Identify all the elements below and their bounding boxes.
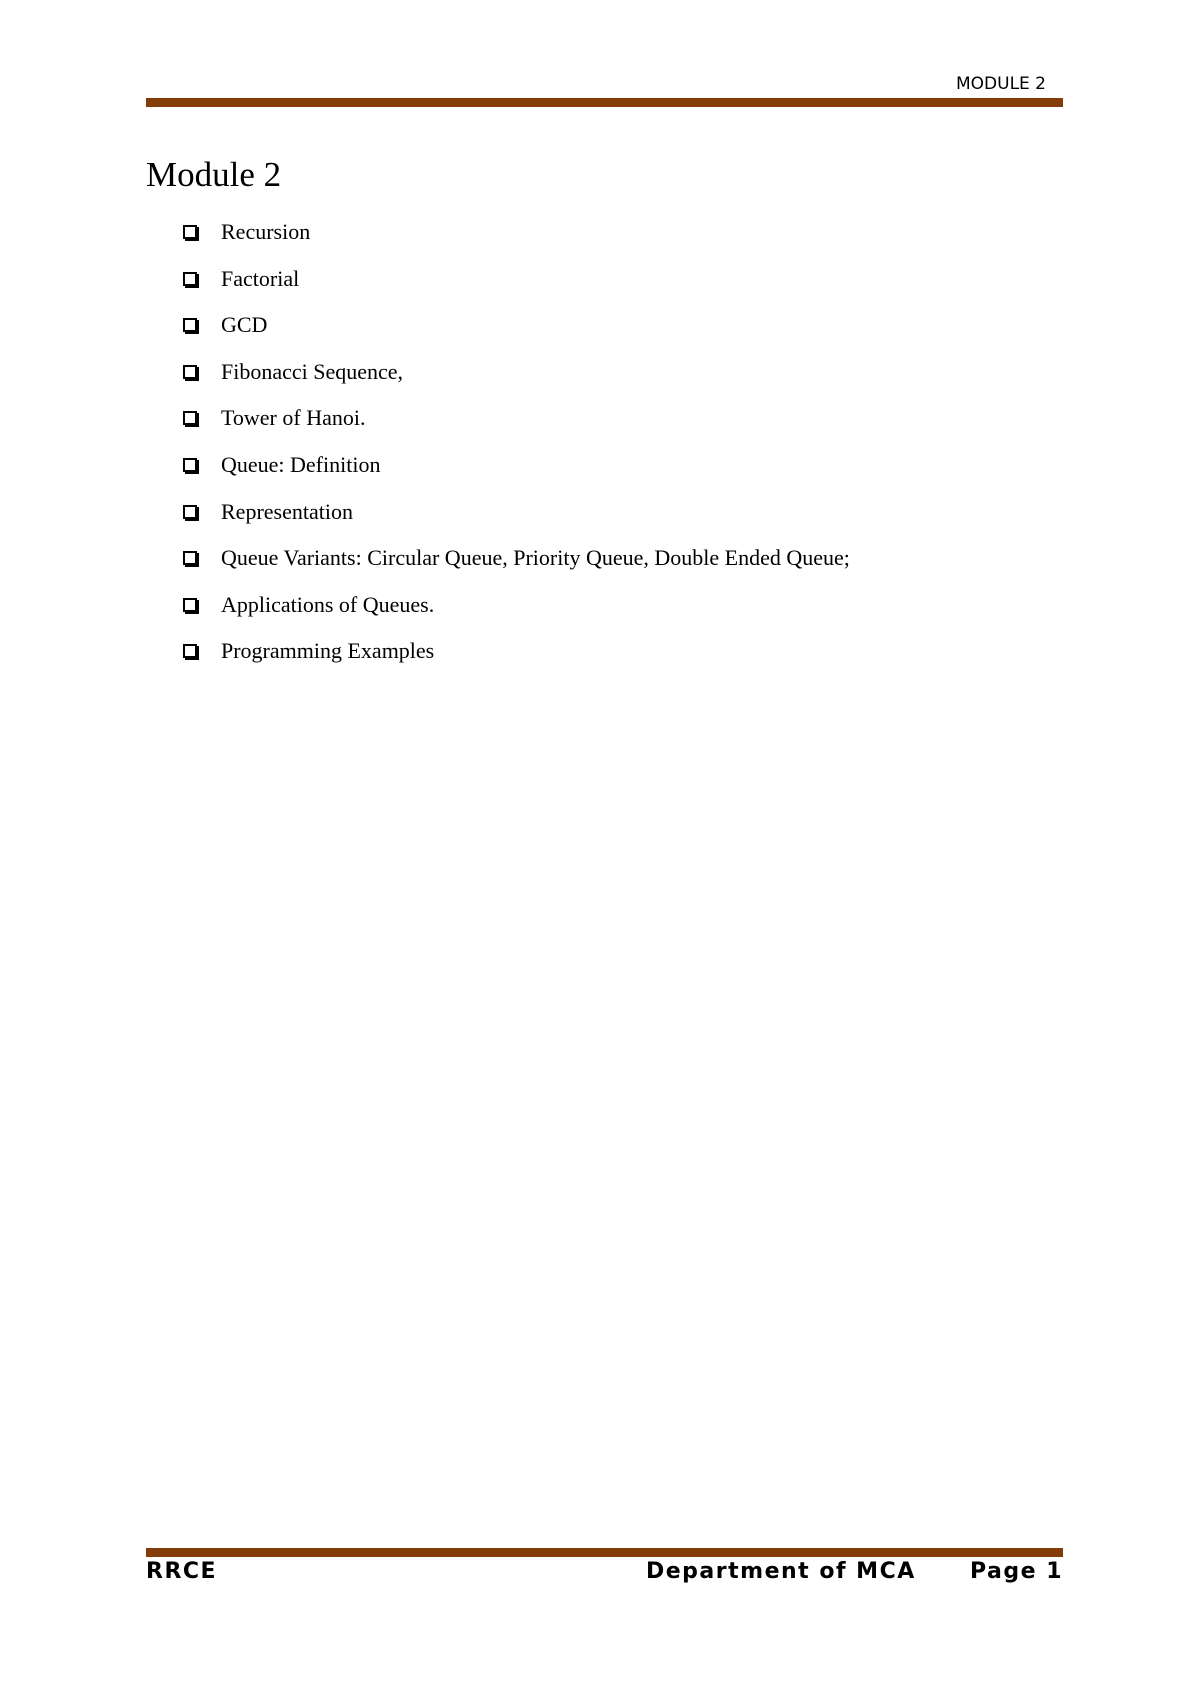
list-item-label: Tower of Hanoi. [221,405,366,431]
checkbox-bullet-icon [183,411,197,425]
list-item-label: GCD [221,312,268,338]
list-item-label: Programming Examples [221,638,435,664]
list-item-label: Applications of Queues. [221,591,435,617]
footer-department: Department of MCA [646,1559,916,1584]
list-item [183,406,850,453]
list-item [183,500,850,547]
checkbox-bullet-icon [183,598,197,612]
checkbox-bullet-icon [183,644,197,658]
checkbox-bullet-icon [183,318,197,332]
page-title: Module 2 [146,155,282,194]
checkbox-bullet-icon [183,551,197,565]
list-item-label: Queue: Definition [221,451,381,477]
footer-rule [146,1548,1063,1557]
checkbox-bullet-icon [183,365,197,379]
checkbox-bullet-icon [183,458,197,472]
checkbox-bullet-icon [183,505,197,519]
list-item-label: Factorial [221,265,300,291]
list-item-label: Queue Variants: Circular Queue, Priority Queue, Double Ended Queue; [221,545,850,571]
list-item [183,267,850,314]
list-item-label: Fibonacci Sequence, [221,358,404,384]
header-module-label: MODULE 2 [955,74,1046,94]
list-item [183,313,850,360]
list-item-label: Representation [221,498,353,524]
list-item [183,220,850,267]
checkbox-bullet-icon [183,225,197,239]
footer-college: RRCE [146,1559,218,1584]
topic-list [183,220,850,686]
checkbox-bullet-icon [183,272,197,286]
list-item-label: Recursion [221,219,311,244]
list-item [183,593,850,640]
list-item [183,639,850,686]
header-rule [146,98,1063,107]
footer-page-number: Page 1 [969,1559,1063,1584]
list-item [183,453,850,500]
list-item [183,546,850,593]
list-item [183,360,850,407]
